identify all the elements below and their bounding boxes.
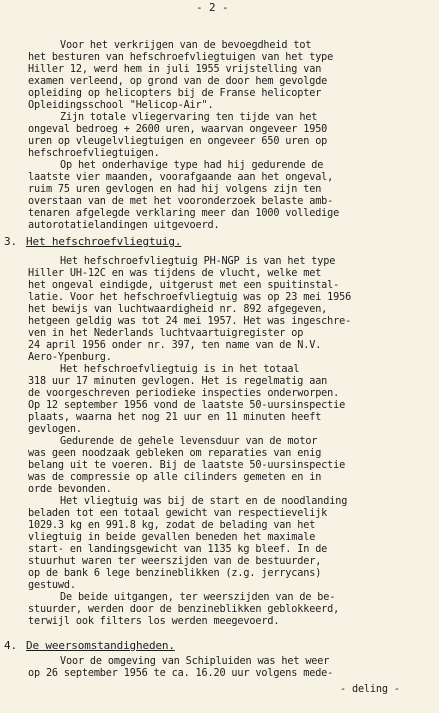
text-line: was geen noodzaak gebleken om reparaties van enig [28,448,322,459]
text-line: hetgeen geldig was tot 24 mei 1957. Het was ingeschre- [28,316,352,327]
text-line: laatste vier maanden, voorafgaande aan het ongeval, [28,172,334,183]
text-line: 318 uur 17 minuten gevlogen. Het is regelmatig aan [28,376,328,387]
text-line: De beide uitgangen, ter weerszijden van de be- [60,592,336,603]
text-line: ongeval bedroeg + 2600 uren, waarvan ongeveer 1950 [28,124,328,135]
text-line: gestuwd. [28,580,76,591]
section-3-title: Het hefschroefvliegtuig. [26,235,182,248]
text-line: beladen tot een totaal gewicht van respectievelijk [28,508,328,519]
text-line: autorotatielandingen uitgevoerd. [28,220,220,231]
text-line: Gedurende de gehele levensduur van de motor [60,436,318,447]
catchword: - deling - [340,684,400,695]
text-line: Het hefschroefvliegtuig is in het totaal [60,364,300,375]
text-line: gevlogen. [28,424,82,435]
text-line: Voor het verkrijgen van de bevoegdheid tot [60,40,312,51]
text-line: Op 12 september 1956 vond de laatste 50-uursinspectie [28,400,346,411]
section-4-number: 4. [4,639,17,652]
text-line: het bewijs van luchtwaardigheid nr. 892 afgegeven, [28,304,328,315]
text-line: vliegtuig in beide gevallen beneden het maximale [28,532,316,543]
text-line: belang uit te voeren. Bij de laatste 50-uursinspectie [28,460,346,471]
text-line: het ongeval eindigde, uitgerust met een spuitinstal- [28,280,340,291]
text-line: 1029.3 kg en 991.8 kg, zodat de belading van het [28,520,316,531]
text-line: terwijl ook filters los werden meegevoerd. [28,616,280,627]
page-number: - 2 - [196,1,229,14]
text-line: Aero-Ypenburg. [28,352,112,363]
text-line: hefschroefvliegtuigen. [28,148,160,159]
text-line: 24 april 1956 onder nr. 397, ten name van de N.V. [28,340,322,351]
text-line: Op het onderhavige type had hij gedurende de [60,160,324,171]
text-line: stuurder, werden door de benzineblikken geblokkeerd, [28,604,340,615]
text-line: ven in het Nederlands luchtvaartuigregister op [28,328,304,339]
text-line: het besturen van hefschroefvliegtuigen van het type [28,52,334,63]
text-line: uren op vleugelvliegtuigen en ongeveer 650 uren op [28,136,328,147]
text-line: overstaan van de met het vooronderzoek belaste amb- [28,196,334,207]
text-line: Hiller 12, werd hem in juli 1955 vrijstelling van [28,64,322,75]
text-line: op de bank 6 lege benzineblikken (z.g. jerrycans) [28,568,322,579]
section-3-number: 3. [4,235,17,248]
text-line: Opleidingsschool "Helicop-Air". [28,100,214,111]
text-line: de voorgeschreven periodieke inspecties onderworpen. [28,388,340,399]
section-4-title: De weersomstandigheden. [26,639,175,652]
text-line: plaats, waarna het nog 21 uur en 11 minuten heeft [28,412,322,423]
text-line: Het hefschroefvliegtuig PH-NGP is van het type [60,256,336,267]
text-line: Het vliegtuig was bij de start en de noodlanding [60,496,348,507]
text-line: op 26 september 1956 te ca. 16.20 uur volgens mede- [28,668,334,679]
text-line: tenaren afgelegde verklaring meer dan 1000 volledige [28,208,340,219]
text-line: was de compressie op alle cilinders gemeten en in [28,472,322,483]
text-line: Zijn totale vliegervaring ten tijde van het [60,112,318,123]
text-line: orde bevonden. [28,484,112,495]
text-line: ruim 75 uren gevlogen en had hij volgens zijn ten [28,184,322,195]
text-line: stuurhut waren ter weerszijden van de bestuurder, [28,556,322,567]
text-line: Hiller UH-12C en was tijdens de vlucht, welke met [28,268,322,279]
text-line: Voor de omgeving van Schipluiden was het weer [60,656,330,667]
text-line: start- en landingsgewicht van 1135 kg bleef. In de [28,544,328,555]
text-line: opleiding op helicopters bij de Franse helicopter [28,88,322,99]
text-line: latie. Voor het hefschroefvliegtuig was op 23 mei 1956 [28,292,352,303]
text-line: examen verleend, op grond van de door hem gevolgde [28,76,328,87]
